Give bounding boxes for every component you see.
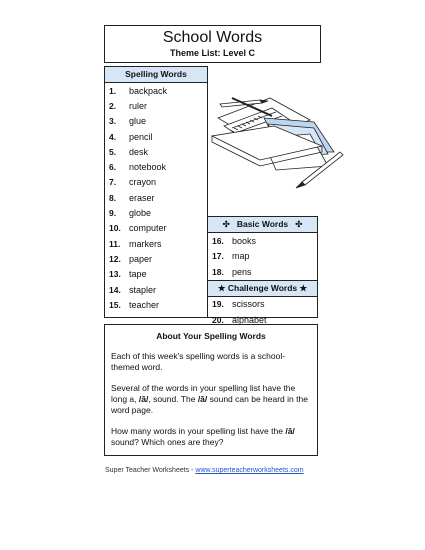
spelling-words-box xyxy=(104,66,208,318)
item-number: 17. xyxy=(212,251,224,262)
list-item xyxy=(105,221,207,236)
item-number: 14. xyxy=(109,284,121,295)
item-word: backpack xyxy=(129,85,168,96)
list-item xyxy=(208,264,317,280)
item-word: alphabet xyxy=(232,314,267,325)
basic-words-list xyxy=(208,233,317,280)
spelling-words-header: Spelling Words xyxy=(105,67,207,83)
list-item xyxy=(105,98,207,113)
list-item xyxy=(208,297,317,313)
about-paragraph-3: How many words in your spelling list have the /ā/ sound? Which ones are they? xyxy=(111,426,295,447)
about-box xyxy=(104,324,318,456)
basic-words-icon: ✣ xyxy=(295,219,303,229)
item-number: 12. xyxy=(109,253,121,264)
item-number: 19. xyxy=(212,299,224,310)
title-box xyxy=(104,25,321,63)
about-paragraph-2: Several of the words in your spelling list have the long a, /ā/, sound. The /ā/ sound can be heard in the word page. xyxy=(111,383,308,415)
challenge-words-list xyxy=(208,297,317,328)
basic-words-icon: ✣ xyxy=(222,219,230,229)
list-item xyxy=(105,114,207,129)
list-item xyxy=(105,267,207,282)
footer-text: Super Teacher Worksheets - xyxy=(105,467,196,474)
item-number: 5. xyxy=(109,146,117,157)
item-word: globe xyxy=(129,208,152,219)
item-number: 15. xyxy=(109,299,121,310)
item-number: 2. xyxy=(109,100,117,111)
list-item xyxy=(105,205,207,220)
item-number: 18. xyxy=(212,266,224,277)
item-word: map xyxy=(232,251,250,262)
item-word: eraser xyxy=(129,192,155,203)
challenge-words-title: Challenge Words xyxy=(227,282,298,293)
item-word: notebook xyxy=(129,162,167,173)
challenge-words-header xyxy=(208,280,317,297)
item-word: crayon xyxy=(129,177,157,188)
footer-link[interactable]: www.superteacherworksheets.com xyxy=(195,467,304,474)
item-number: 13. xyxy=(109,269,121,280)
item-word: tape xyxy=(129,269,147,280)
basic-words-title: Basic Words xyxy=(236,219,289,229)
about-title: About Your Spelling Words xyxy=(156,331,266,341)
item-word: teacher xyxy=(129,299,160,310)
list-item xyxy=(105,175,207,190)
school-supplies-icon xyxy=(210,90,345,190)
about-paragraph-1: Each of this week's spelling words is a school-themed word. xyxy=(111,351,286,372)
item-number: 20. xyxy=(212,314,224,325)
item-number: 6. xyxy=(109,162,117,173)
page-subtitle: Theme List: Level C xyxy=(169,48,256,58)
item-number: 4. xyxy=(109,131,117,142)
item-number: 8. xyxy=(109,192,117,203)
spelling-words-list xyxy=(105,83,207,312)
item-word: books xyxy=(232,235,257,246)
item-word: computer xyxy=(129,223,167,234)
list-item xyxy=(105,190,207,205)
item-word: desk xyxy=(129,146,149,157)
item-number: 3. xyxy=(109,116,117,127)
basic-challenge-box xyxy=(207,216,318,325)
list-item xyxy=(105,282,207,297)
item-number: 7. xyxy=(109,177,117,188)
item-number: 16. xyxy=(212,235,224,246)
item-word: stapler xyxy=(129,284,157,295)
list-item xyxy=(105,144,207,159)
list-item xyxy=(105,251,207,266)
list-item xyxy=(208,249,317,265)
page-title: School Words xyxy=(162,29,263,46)
basic-words-header xyxy=(208,217,317,233)
item-number: 9. xyxy=(109,208,117,219)
item-word: paper xyxy=(129,253,153,264)
star-icon: ★ xyxy=(217,282,226,293)
star-icon: ★ xyxy=(299,282,308,293)
item-number: 10. xyxy=(109,223,121,234)
item-word: ruler xyxy=(129,100,148,111)
list-item xyxy=(105,83,207,98)
list-item xyxy=(105,236,207,251)
item-number: 11. xyxy=(109,238,121,249)
item-word: pencil xyxy=(129,131,153,142)
footer xyxy=(105,467,304,474)
item-word: glue xyxy=(129,116,147,127)
list-item xyxy=(208,233,317,249)
list-item xyxy=(105,159,207,174)
item-number: 1. xyxy=(109,85,117,96)
list-item xyxy=(105,297,207,312)
item-word: pens xyxy=(232,266,252,277)
item-word: scissors xyxy=(232,299,265,310)
item-word: markers xyxy=(129,238,162,249)
list-item xyxy=(105,129,207,144)
